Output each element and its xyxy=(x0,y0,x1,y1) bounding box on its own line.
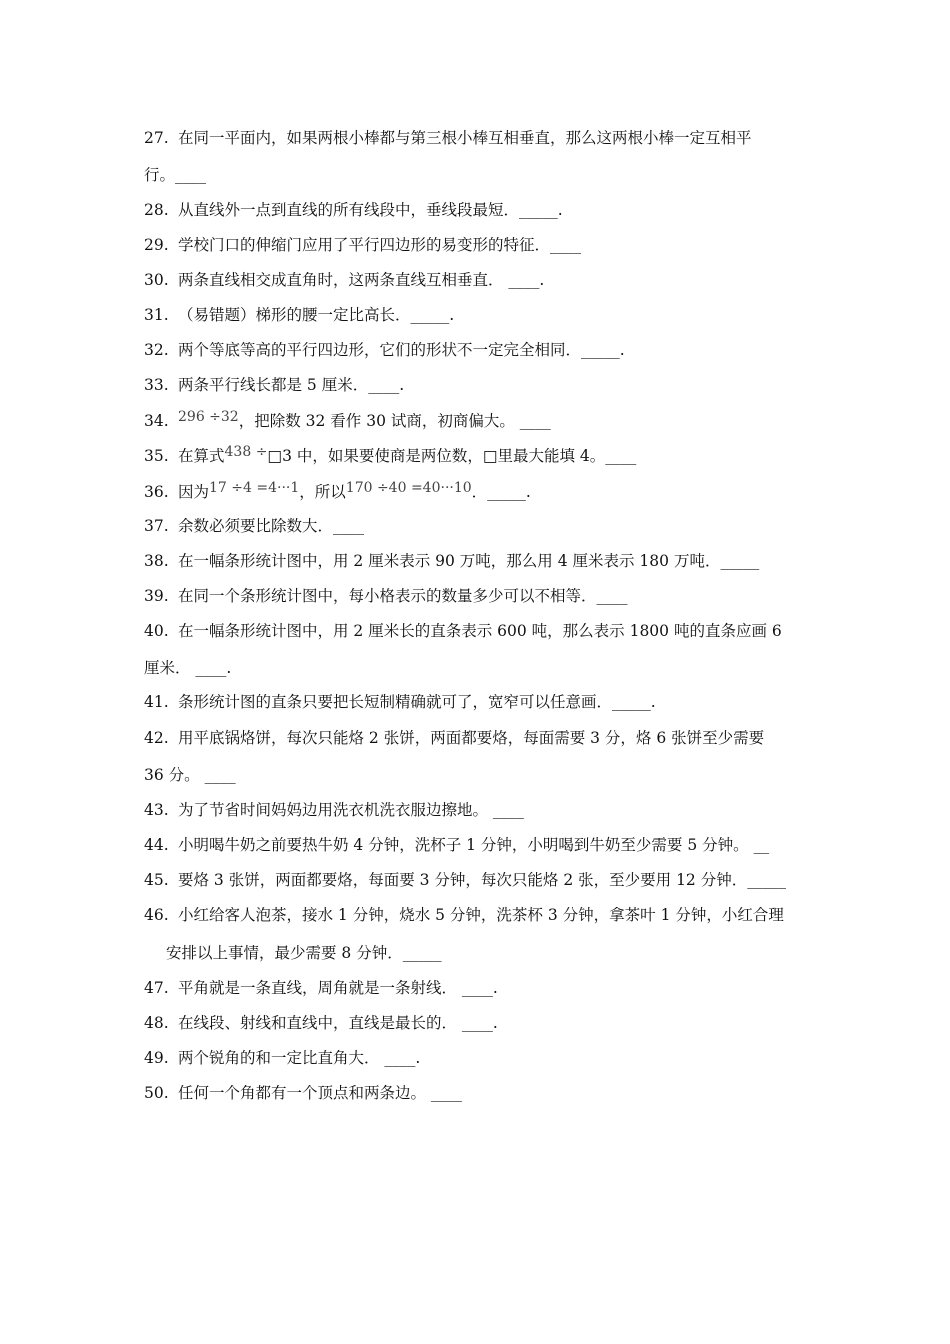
question-number: 39. xyxy=(144,587,169,605)
question-prefix: 在算式 xyxy=(178,447,225,465)
question-text: 在一幅条形统计图中，用 2 厘米表示 90 万吨，那么用 4 厘米表示 180 万吨．_____ xyxy=(178,552,760,570)
question-29 xyxy=(144,235,814,255)
question-text: 要烙 3 张饼，两面都要烙，每面要 3 分钟，每次只能烙 2 张，至少要用 12 分钟．_____ xyxy=(178,871,786,889)
question-number: 47. xyxy=(144,979,169,997)
question-30 xyxy=(144,270,814,290)
question-text: 平角就是一条直线，周角就是一条射线． ____. xyxy=(178,979,498,997)
question-49 xyxy=(144,1048,814,1068)
question-number: 43. xyxy=(144,801,169,819)
question-43 xyxy=(144,800,814,820)
question-number: 37. xyxy=(144,517,169,535)
question-number: 33. xyxy=(144,376,169,394)
question-number: 34. xyxy=(144,412,169,430)
question-27 xyxy=(144,128,814,148)
question-48 xyxy=(144,1013,814,1033)
question-42 xyxy=(144,728,814,748)
question-40 xyxy=(144,621,814,641)
question-text: ，把除数 32 看作 30 试商，初商偏大。 ____ xyxy=(238,412,551,430)
question-number: 41. xyxy=(144,693,169,711)
question-middle: ，所以 xyxy=(299,483,346,501)
question-27-continuation: 行。____ xyxy=(144,166,207,184)
question-number: 28. xyxy=(144,201,169,219)
question-45 xyxy=(144,870,814,890)
question-39 xyxy=(144,586,814,606)
question-text: 两条平行线长都是 5 厘米．____. xyxy=(178,376,405,394)
question-number: 35. xyxy=(144,447,169,465)
math-expression-2: 170 ÷40 =40···10 xyxy=(345,480,472,496)
question-37 xyxy=(144,516,814,536)
question-number: 29. xyxy=(144,236,169,254)
question-46 xyxy=(144,905,814,925)
question-number: 32. xyxy=(144,341,169,359)
question-number: 45. xyxy=(144,871,169,889)
question-text: 在线段、射线和直线中，直线是最长的． ____. xyxy=(178,1014,498,1032)
question-text: 两条直线相交成直角时，这两条直线互相垂直． ____. xyxy=(178,271,545,289)
question-number: 46. xyxy=(144,906,169,924)
question-text: 用平底锅烙饼，每次只能烙 2 张饼，两面都要烙，每面需要 3 分，烙 6 张饼至少需要 xyxy=(178,729,765,747)
question-text: 小明喝牛奶之前要热牛奶 4 分钟，洗杯子 1 分钟，小明喝到牛奶至少需要 5 分钟。 __ xyxy=(178,836,770,854)
question-text: 两个锐角的和一定比直角大． ____. xyxy=(178,1049,421,1067)
question-34 xyxy=(144,411,814,432)
question-50 xyxy=(144,1083,814,1103)
question-text: 两个等底等高的平行四边形，它们的形状不一定完全相同．_____. xyxy=(178,341,625,359)
question-text: ．_____. xyxy=(471,483,531,501)
question-number: 49. xyxy=(144,1049,169,1067)
math-expression: 296 ÷32 xyxy=(178,409,239,425)
question-number: 38. xyxy=(144,552,169,570)
question-text: 学校门口的伸缩门应用了平行四边形的易变形的特征．____ xyxy=(178,236,582,254)
question-number: 30. xyxy=(144,271,169,289)
question-38 xyxy=(144,551,814,571)
math-expression: 438 ÷ xyxy=(224,444,268,460)
question-text: 任何一个角都有一个顶点和两条边。 ____ xyxy=(178,1084,462,1102)
question-number: 42. xyxy=(144,729,169,747)
question-47 xyxy=(144,978,814,998)
question-33 xyxy=(144,375,814,395)
question-41 xyxy=(144,692,814,712)
question-text: 小红给客人泡茶，接水 1 分钟，烧水 5 分钟，洗茶杯 3 分钟，拿茶叶 1 分钟，小红合理 xyxy=(178,906,784,924)
question-text: 条形统计图的直条只要把长短制精确就可了，宽窄可以任意画．_____. xyxy=(178,693,656,711)
question-prefix: 因为 xyxy=(178,483,210,501)
question-number: 40. xyxy=(144,622,169,640)
question-28 xyxy=(144,200,814,220)
question-40-continuation: 厘米． ____. xyxy=(144,659,232,677)
question-number: 27. xyxy=(144,129,169,147)
question-46-continuation: 安排以上事情，最少需要 8 分钟．_____ xyxy=(166,944,442,962)
question-36 xyxy=(144,482,814,503)
question-number: 50. xyxy=(144,1084,169,1102)
question-text: 为了节省时间妈妈边用洗衣机洗衣服边擦地。 ____ xyxy=(178,801,524,819)
question-32 xyxy=(144,340,814,360)
question-number: 31. xyxy=(144,306,169,324)
question-number: 48. xyxy=(144,1014,169,1032)
question-44 xyxy=(144,835,814,855)
question-text: 在一幅条形统计图中，用 2 厘米长的直条表示 600 吨，那么表示 1800 吨的直条应画 6 xyxy=(178,622,782,640)
question-text: （易错题）梯形的腰一定比高长．_____. xyxy=(178,306,455,324)
question-number: 44. xyxy=(144,836,169,854)
question-text: 余数必须要比除数大．____ xyxy=(178,517,365,535)
question-31 xyxy=(144,305,814,325)
question-42-continuation: 36 分。 ____ xyxy=(144,766,236,784)
math-expression: 17 ÷4 =4···1 xyxy=(209,480,300,496)
question-text: 在同一个条形统计图中，每小格表示的数量多少可以不相等．____ xyxy=(178,587,628,605)
question-text: □3 中，如果要使商是两位数，□里最大能填 4。____ xyxy=(267,447,637,465)
question-number: 36. xyxy=(144,483,169,501)
question-text: 在同一平面内，如果两根小棒都与第三根小棒互相垂直，那么这两根小棒一定互相平 xyxy=(178,129,752,147)
question-35 xyxy=(144,446,814,467)
question-text: 从直线外一点到直线的所有线段中，垂线段最短．_____. xyxy=(178,201,563,219)
